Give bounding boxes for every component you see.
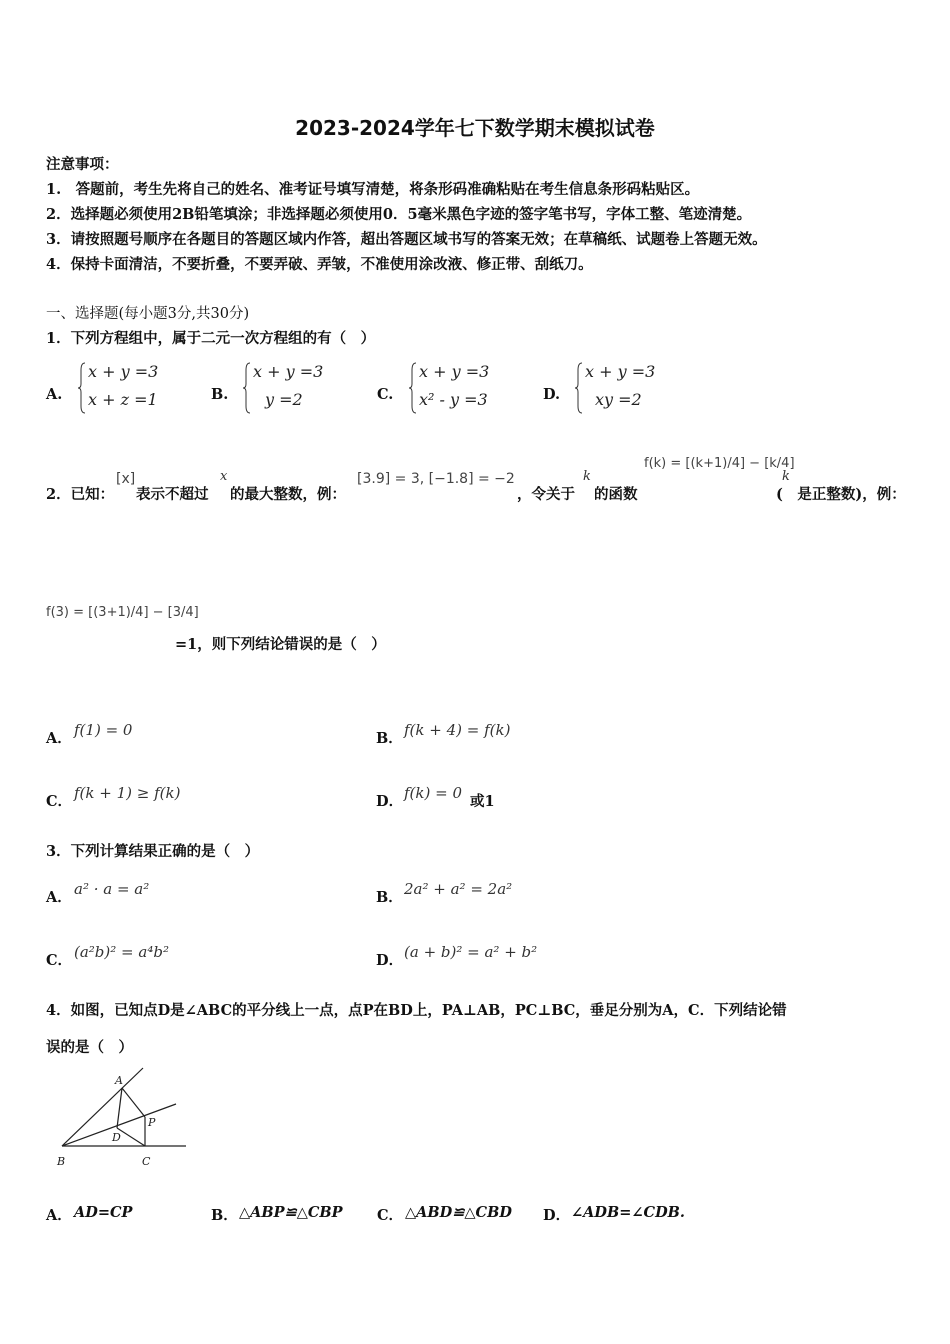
q2-math-k: k: [583, 469, 591, 484]
brace-icon: [409, 362, 417, 414]
q3-option-d-label: D．: [376, 952, 404, 969]
q4-option-c-label: C．: [377, 1207, 404, 1224]
q2-text-6: =1，则下列结论错误的是（ ）: [175, 636, 386, 653]
equation-line-1: x + y =3: [585, 362, 656, 381]
q2-option-d-math: f(k) = 0: [404, 784, 462, 802]
q1-option-b-label: B.: [211, 386, 229, 403]
brace-icon: [243, 362, 251, 414]
q2-math-f3: f(3) = [(3+1)/4] − [3/4]: [46, 605, 199, 620]
q2-math-x: x: [220, 469, 228, 484]
q4-stem-line-2: 误的是（ ）: [46, 1039, 133, 1056]
q2-option-b-label: B．: [376, 730, 403, 747]
q1-option-c-label: C.: [377, 386, 394, 403]
q4-geometry-figure: [46, 1064, 196, 1174]
page-title: 2023-2024学年七下数学期末模拟试卷: [295, 116, 655, 140]
label-p: P: [148, 1116, 156, 1129]
q2-math-example: [3.9] = 3, [−1.8] = −2: [357, 471, 515, 487]
q2-text-5: ( 是正整数)，例：: [776, 486, 906, 503]
q2-option-c-label: C．: [46, 793, 73, 810]
equation-line-2: y =2: [265, 390, 303, 409]
equation-line-2: x + z =1: [88, 390, 158, 409]
q4-option-d-text: ∠ADB=∠CDB.: [571, 1204, 685, 1221]
q2-text-2: 的最大整数，例：: [230, 486, 346, 503]
notice-item-4: 4．保持卡面清洁，不要折叠，不要弄破、弄皱，不准使用涂改液、修正带、刮纸刀。: [46, 256, 593, 273]
q2-option-a-math: f(1) = 0: [74, 721, 133, 739]
segment-ad: [117, 1088, 122, 1128]
q3-option-c-math: (a²b)² = a⁴b²: [74, 943, 169, 961]
q1-stem: 1．下列方程组中，属于二元一次方程组的有（ ）: [46, 330, 376, 347]
q3-option-a-label: A．: [46, 889, 72, 906]
q4-option-a-label: A．: [46, 1207, 72, 1224]
q3-stem: 3．下列计算结果正确的是（ ）: [46, 843, 260, 860]
q3-option-b-label: B．: [376, 889, 403, 906]
segment-dc: [117, 1128, 145, 1146]
q2-text-4: 的函数: [594, 486, 638, 503]
q2-option-a-label: A．: [46, 730, 72, 747]
notice-item-1: 1. 答题前，考生先将自己的姓名、准考证号填写清楚，将条形码准确粘贴在考生信息条形码粘贴区。: [46, 181, 700, 198]
q4-option-a-text: AD=CP: [74, 1204, 133, 1221]
q2-option-c-math: f(k + 1) ≥ f(k): [74, 784, 181, 802]
equation-line-2: xy =2: [595, 390, 642, 409]
q2-option-d-label: D．: [376, 793, 404, 810]
q1-option-a-label: A.: [46, 386, 63, 403]
equation-line-1: x + y =3: [419, 362, 490, 381]
label-c: C: [142, 1155, 151, 1168]
label-b: B: [57, 1155, 66, 1168]
q4-stem-line-1: 4．如图，已知点D是∠ABC的平分线上一点，点P在BD上，PA⊥AB，PC⊥BC，垂足分别为A，C．下列结论错: [46, 1002, 787, 1019]
q4-option-c-text: △ABD≌△CBD: [405, 1204, 512, 1221]
q2-math-k2: k: [782, 469, 790, 484]
q4-option-b-label: B．: [211, 1207, 238, 1224]
equation-line-1: x + y =3: [253, 362, 324, 381]
q3-option-c-label: C．: [46, 952, 73, 969]
q2-option-b-math: f(k + 4) = f(k): [404, 721, 511, 739]
q2-math-x-bracket: [x]: [116, 471, 136, 487]
q4-option-d-label: D．: [543, 1207, 571, 1224]
q4-option-b-text: △ABP≌△CBP: [239, 1204, 343, 1221]
brace-icon: [78, 362, 86, 414]
label-a: A: [115, 1074, 123, 1087]
label-d: D: [112, 1131, 121, 1144]
equation-line-2: x² - y =3: [419, 390, 488, 409]
q2-option-d-tail: 或1: [470, 793, 495, 810]
q3-option-a-math: a² · a = a²: [74, 880, 150, 898]
q1-option-d-label: D.: [543, 386, 561, 403]
q2-math-fk: f(k) = [(k+1)/4] − [k/4]: [644, 456, 795, 471]
section-heading: 一、选择题(每小题3分,共30分): [46, 306, 250, 322]
q3-option-d-math: (a + b)² = a² + b²: [404, 943, 538, 961]
notice-heading: 注意事项：: [46, 156, 119, 173]
q3-option-b-math: 2a² + a² = 2a²: [404, 880, 513, 898]
notice-item-3: 3．请按照题号顺序在各题目的答题区域内作答，超出答题区域书写的答案无效；在草稿纸、试题卷上答题无效。: [46, 231, 767, 248]
q2-text-3: ，令关于: [517, 486, 575, 503]
equation-line-1: x + y =3: [88, 362, 159, 381]
segment-pa: [122, 1088, 145, 1117]
brace-icon: [575, 362, 583, 414]
ray-ba: [62, 1068, 143, 1146]
notice-item-2: 2．选择题必须使用2B铅笔填涂；非选择题必须使用0．5毫米黑色字迹的签字笔书写，字体工整、笔迹清楚。: [46, 206, 752, 223]
q2-prefix: 2．已知：: [46, 486, 115, 503]
q2-text-1: 表示不超过: [136, 486, 209, 503]
